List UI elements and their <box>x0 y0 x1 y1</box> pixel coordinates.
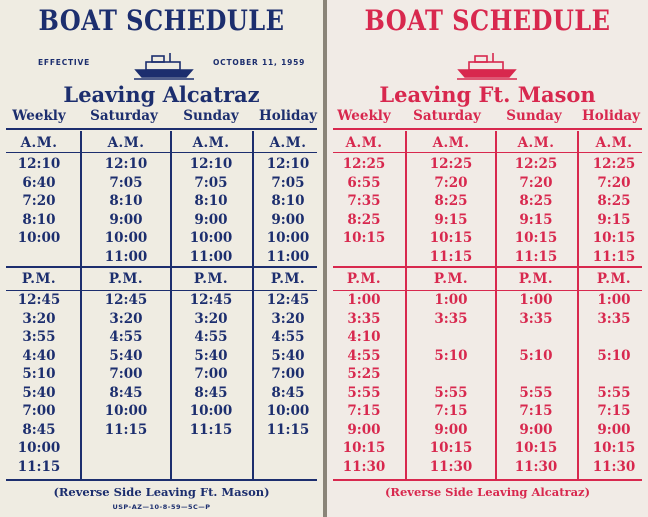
departure-time: 12:10 <box>104 156 148 172</box>
departure-time <box>501 365 571 384</box>
departure-time: 4:55 <box>347 347 381 364</box>
effective-label: EFFECTIVE <box>38 58 91 67</box>
pm-times <box>176 291 246 439</box>
am-label: A.M. <box>345 135 383 151</box>
reverse-side-note: (Reverse Side Leaving Alcatraz) <box>384 485 591 499</box>
departure-time: 5:55 <box>434 384 468 401</box>
pm-label: P.M. <box>596 271 632 287</box>
bottom-rule <box>6 479 317 481</box>
am-times <box>327 155 401 248</box>
am-times <box>501 155 571 266</box>
departure-time: 11:15 <box>592 248 636 265</box>
pm-label: P.M. <box>108 271 144 287</box>
column-header-sunday: Sunday <box>506 108 562 124</box>
departure-time: 11:00 <box>266 248 310 265</box>
departure-time: 11:30 <box>592 458 636 475</box>
departure-time: 11:15 <box>17 458 61 475</box>
departure-time: 3:35 <box>347 310 381 327</box>
departure-time: 3:55 <box>22 329 56 345</box>
departure-time: 12:45 <box>104 292 148 308</box>
departure-time: 5:10 <box>519 347 553 364</box>
departure-time: 10:15 <box>592 440 636 456</box>
departure-time: 12:45 <box>266 292 310 308</box>
departure-time: 8:45 <box>22 421 56 438</box>
departure-time: 5:40 <box>109 347 143 364</box>
holiday-column <box>581 131 647 479</box>
departure-time: 5:55 <box>519 384 553 401</box>
departure-time: 10:15 <box>429 230 473 246</box>
pm-label: P.M. <box>21 271 57 287</box>
departure-time: 10:00 <box>17 440 61 456</box>
reverse-side-note: (Reverse Side Leaving Ft. Mason) <box>53 485 270 499</box>
departure-time: 10:00 <box>189 230 233 246</box>
departure-time: 8:10 <box>271 193 305 209</box>
pm-times <box>501 291 571 476</box>
departure-time <box>413 328 489 347</box>
ferry-boat-icon <box>132 50 196 80</box>
am-label: A.M. <box>269 135 307 151</box>
column-header-sunday: Sunday <box>183 108 239 124</box>
am-times <box>413 155 489 266</box>
saturday-column <box>413 131 489 479</box>
departure-time: 5:10 <box>22 366 56 382</box>
departure-time: 5:25 <box>347 366 381 382</box>
departure-time: 5:40 <box>194 347 228 364</box>
departure-time: 12:25 <box>514 156 558 172</box>
departure-time: 10:15 <box>429 440 473 456</box>
departure-time: 11:30 <box>429 458 473 475</box>
column-divider <box>170 131 172 479</box>
departure-time: 7:15 <box>347 403 381 419</box>
ferry-boat-icon <box>455 50 519 80</box>
sunday-column <box>176 131 246 479</box>
departure-time: 7:15 <box>519 403 553 419</box>
departure-time: 6:55 <box>347 174 381 191</box>
departure-time <box>581 328 647 347</box>
column-divider <box>577 131 579 479</box>
departure-time: 8:45 <box>271 384 305 401</box>
departure-time: 12:25 <box>592 156 636 172</box>
departure-time: 7:05 <box>194 174 228 191</box>
departure-time: 4:55 <box>271 329 305 345</box>
departure-time: 1:00 <box>434 292 468 308</box>
departure-time: 9:00 <box>434 421 468 438</box>
departure-time: 10:15 <box>514 230 558 246</box>
departure-time: 8:25 <box>519 193 553 209</box>
departure-time: 7:05 <box>271 174 305 191</box>
route-heading: Leaving Alcatraz <box>63 82 260 107</box>
departure-time: 5:55 <box>597 384 631 401</box>
departure-time: 8:45 <box>109 384 143 401</box>
departure-time: 8:25 <box>597 193 631 209</box>
departure-time: 10:00 <box>104 230 148 246</box>
column-divider <box>405 131 407 479</box>
departure-time: 1:00 <box>597 292 631 308</box>
route-heading: Leaving Ft. Mason <box>379 82 596 107</box>
departure-time: 9:15 <box>519 211 553 228</box>
departure-time: 3:35 <box>597 310 631 327</box>
pm-times <box>2 291 76 476</box>
column-header-holiday: Holiday <box>581 108 641 124</box>
column-divider <box>252 131 254 479</box>
departure-time: 11:30 <box>514 458 558 475</box>
column-header-weekly: Weekly <box>337 108 391 124</box>
departure-time: 11:15 <box>514 248 558 265</box>
departure-time: 5:40 <box>271 347 305 364</box>
departure-time: 12:10 <box>266 156 310 172</box>
column-divider <box>80 131 82 479</box>
departure-time: 10:00 <box>266 230 310 246</box>
departure-time: 12:10 <box>189 156 233 172</box>
departure-time: 8:10 <box>194 193 228 209</box>
departure-time: 1:00 <box>519 292 553 308</box>
departure-time: 7:00 <box>271 366 305 382</box>
departure-time: 9:00 <box>271 211 305 228</box>
am-label: A.M. <box>20 135 58 151</box>
departure-time: 7:00 <box>194 366 228 382</box>
departure-time: 12:10 <box>17 156 61 172</box>
departure-time: 3:20 <box>22 310 56 327</box>
departure-time: 11:15 <box>104 421 148 438</box>
pm-label: P.M. <box>193 271 229 287</box>
departure-time: 8:10 <box>22 211 56 228</box>
am-times <box>256 155 320 266</box>
departure-time: 5:10 <box>597 347 631 364</box>
departure-time: 8:45 <box>194 384 228 401</box>
departure-time: 3:20 <box>194 310 228 327</box>
departure-time: 12:45 <box>17 292 61 308</box>
departure-time: 7:20 <box>597 174 631 191</box>
departure-time: 9:15 <box>597 211 631 228</box>
departure-time: 9:00 <box>194 211 228 228</box>
departure-time: 1:00 <box>347 292 381 308</box>
departure-time: 8:25 <box>434 193 468 209</box>
departure-time: 9:00 <box>597 421 631 438</box>
departure-time <box>501 328 571 347</box>
departure-time: 7:15 <box>434 403 468 419</box>
schedule-card-ft-mason <box>327 0 648 517</box>
departure-time: 3:35 <box>519 310 553 327</box>
departure-time: 5:55 <box>347 384 381 401</box>
departure-time: 11:00 <box>104 248 148 265</box>
pm-label: P.M. <box>433 271 469 287</box>
card-title: BOAT SCHEDULE <box>364 4 611 37</box>
effective-date: OCTOBER 11, 1959 <box>213 58 306 67</box>
holiday-column <box>256 131 320 479</box>
departure-time: 4:55 <box>194 329 228 345</box>
top-rule <box>333 128 642 130</box>
bottom-rule <box>333 479 642 481</box>
departure-time: 9:15 <box>434 211 468 228</box>
sunday-column <box>501 131 571 479</box>
departure-time: 9:00 <box>347 421 381 438</box>
departure-time: 9:00 <box>519 421 553 438</box>
departure-time: 11:15 <box>266 421 310 438</box>
departure-time: 3:35 <box>434 310 468 327</box>
departure-time: 8:25 <box>347 211 381 228</box>
pm-label: P.M. <box>270 271 306 287</box>
weekly-column <box>2 131 76 479</box>
departure-time: 10:15 <box>592 230 636 246</box>
pm-times <box>581 291 647 476</box>
departure-time: 4:55 <box>109 329 143 345</box>
departure-time: 7:00 <box>109 366 143 382</box>
saturday-column <box>88 131 164 479</box>
departure-time: 11:30 <box>342 458 386 475</box>
am-label: A.M. <box>432 135 470 151</box>
departure-time: 10:15 <box>342 230 386 246</box>
am-label: A.M. <box>595 135 633 151</box>
departure-time: 8:10 <box>109 193 143 209</box>
column-header-saturday: Saturday <box>90 108 158 124</box>
pm-label: P.M. <box>346 271 382 287</box>
departure-time: 6:40 <box>22 174 56 191</box>
departure-time: 7:15 <box>597 403 631 419</box>
pm-label: P.M. <box>518 271 554 287</box>
card-title: BOAT SCHEDULE <box>38 4 285 37</box>
am-times <box>581 155 647 266</box>
am-times <box>88 155 164 266</box>
departure-time: 12:45 <box>189 292 233 308</box>
column-header-holiday: Holiday <box>258 108 318 124</box>
departure-time: 10:15 <box>514 440 558 456</box>
departure-time: 7:20 <box>519 174 553 191</box>
departure-time: 5:10 <box>434 347 468 364</box>
departure-time: 10:00 <box>104 403 148 419</box>
departure-time: 4:10 <box>347 329 381 345</box>
departure-time: 12:25 <box>342 156 386 172</box>
column-divider <box>495 131 497 479</box>
departure-time: 11:15 <box>429 248 473 265</box>
departure-time: 5:40 <box>22 384 56 401</box>
top-rule <box>6 128 317 130</box>
column-header-weekly: Weekly <box>12 108 66 124</box>
pm-times <box>88 291 164 439</box>
departure-time: 10:15 <box>342 440 386 456</box>
am-label: A.M. <box>192 135 230 151</box>
departure-time: 11:00 <box>189 248 233 265</box>
am-times <box>2 155 76 248</box>
departure-time <box>413 365 489 384</box>
departure-time: 3:20 <box>271 310 305 327</box>
departure-time: 4:40 <box>22 347 56 364</box>
print-code: USP-AZ—10-8-59—5C—P <box>112 503 211 511</box>
departure-time: 7:20 <box>22 193 56 209</box>
am-label: A.M. <box>517 135 555 151</box>
schedule-card-alcatraz <box>0 0 323 517</box>
departure-time: 10:00 <box>17 230 61 246</box>
departure-time: 11:15 <box>189 421 233 438</box>
departure-time: 10:00 <box>266 403 310 419</box>
departure-time: 9:00 <box>109 211 143 228</box>
pm-times <box>413 291 489 476</box>
departure-time: 7:05 <box>109 174 143 191</box>
departure-time <box>581 365 647 384</box>
am-times <box>176 155 246 266</box>
am-label: A.M. <box>107 135 145 151</box>
pm-times <box>256 291 320 439</box>
departure-time: 12:25 <box>429 156 473 172</box>
departure-time: 7:35 <box>347 193 381 209</box>
departure-time: 10:00 <box>189 403 233 419</box>
column-header-saturday: Saturday <box>413 108 481 124</box>
departure-time: 3:20 <box>109 310 143 327</box>
departure-time: 7:00 <box>22 403 56 419</box>
departure-time: 7:20 <box>434 174 468 191</box>
pm-times <box>327 291 401 476</box>
weekly-column <box>327 131 401 479</box>
